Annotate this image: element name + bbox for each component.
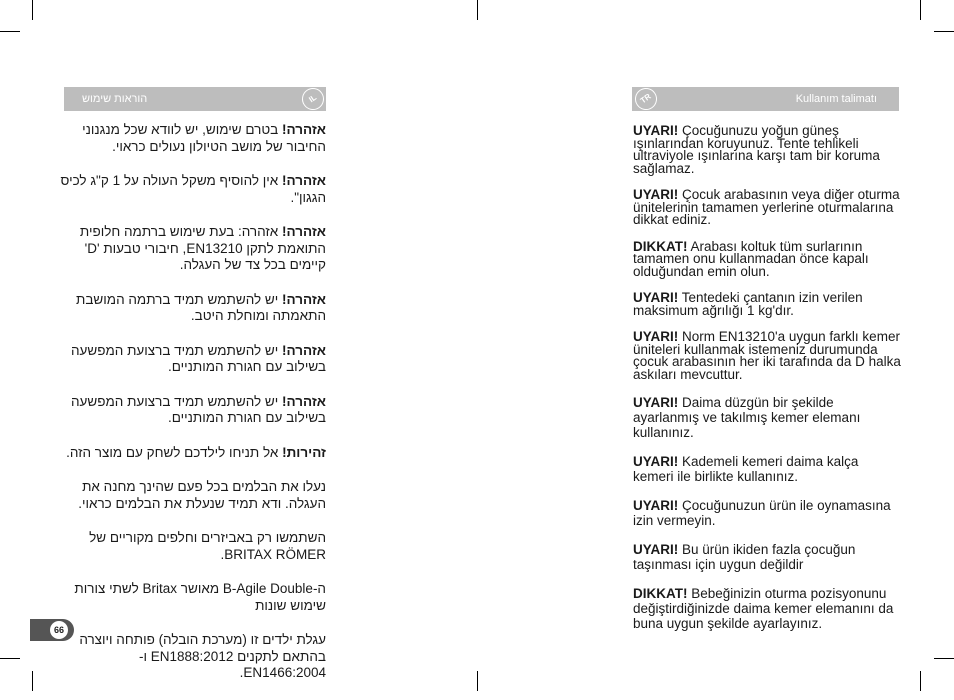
header-title-left: הוראות שימוש <box>82 93 148 105</box>
warning-text: יש להשתמש תמיד ברצועת המפשעה בשילוב עם חגורת המותניים. <box>71 393 326 425</box>
warning-label: UYARI! <box>633 329 679 344</box>
page-header-left <box>64 87 326 111</box>
warning-label: UYARI! <box>633 187 679 202</box>
warning-paragraph <box>633 189 901 227</box>
warning-paragraph <box>633 125 901 175</box>
info-text: נעלו את הבלמים בכל פעם שהינך מחנה את העגלה. ודא תמיד שנעלת את הבלמים כראוי. <box>78 479 326 511</box>
warning-label: אזהרה! <box>282 224 326 239</box>
warning-label: אזהרה! <box>282 173 326 188</box>
warning-paragraph <box>633 454 901 484</box>
crop-mark <box>32 0 33 20</box>
warning-paragraph <box>60 122 326 155</box>
caution-paragraph <box>633 586 901 631</box>
caution-paragraph <box>633 238 901 279</box>
warning-text: יש להשתמש תמיד ברתמה המושבת התאמתה ומוחלת היטב. <box>76 291 326 323</box>
info-text: עגלת ילדים זו (מערכת הובלה) פותחה ויוצרה בהתאם לתקנים EN1888:2012 ו-EN1466:2004. <box>79 632 326 680</box>
warning-label: אזהרה! <box>282 122 326 137</box>
warning-text: Bu ürün ikiden fazla çocuğun taşınması için uygun değildir <box>633 542 856 572</box>
header-title-right: Kullanım talimatı <box>795 93 877 105</box>
turkish-column <box>633 125 901 645</box>
info-paragraph <box>60 530 326 563</box>
page-number: 66 <box>50 621 68 639</box>
crop-mark <box>934 658 954 659</box>
caution-label: זהירות! <box>282 444 326 460</box>
hebrew-column <box>60 122 326 700</box>
warning-paragraph <box>633 498 901 528</box>
warning-text: אין להוסיף משקל העולה על 1 ק"ג לכיס הגגון". <box>60 173 326 205</box>
warning-text: Kademeli kemeri daima kalça kemeri ile birlikte kullanınız. <box>633 454 859 484</box>
warning-paragraph <box>633 331 901 381</box>
warning-label: אזהרה! <box>282 393 326 409</box>
warning-label: אזהרה! <box>282 342 326 358</box>
lang-badge-tr: TR <box>631 84 662 115</box>
warning-text: Norm EN13210'a uygun farklı kemer üniteleri kullanmak istemeniz durumunda çocuk arabasının her iki tarafında da D halka askıları mevcuttur. <box>633 329 901 382</box>
info-paragraph <box>60 479 326 512</box>
warning-paragraph <box>633 292 901 317</box>
warning-label: UYARI! <box>633 123 679 138</box>
caution-text: אל תניחו לילדכם לשחק עם מוצר הזה. <box>66 444 283 460</box>
info-paragraph <box>60 581 326 614</box>
warning-paragraph <box>60 292 326 325</box>
caution-text: Bebeğinizin oturma pozisyonunu değiştirdiğinizde daima kemer elemanını da buna uygun şekilde ayarlayınız. <box>633 586 894 631</box>
warning-paragraph <box>60 343 326 376</box>
crop-mark <box>920 0 921 20</box>
crop-mark <box>0 31 20 32</box>
caution-label: DIKKAT! <box>633 586 688 601</box>
crop-mark <box>0 658 20 659</box>
lang-badge-il: IL <box>298 84 329 115</box>
warning-paragraph <box>633 542 901 572</box>
crop-mark <box>934 31 954 32</box>
warning-text: Çocuk arabasının veya diğer oturma ünitelerinin tamamen yerlerine oturmalarına dikkat ediniz. <box>633 187 900 227</box>
warning-label: UYARI! <box>633 498 679 513</box>
info-text: ה-B-Agile Double מאושר Britax לשתי צורות שימוש שונות <box>74 581 326 613</box>
caution-label: DIKKAT! <box>633 238 688 254</box>
warning-text: יש להשתמש תמיד ברצועת המפשעה בשילוב עם חגורת המותניים. <box>71 342 326 374</box>
warning-label: UYARI! <box>633 290 679 305</box>
crop-mark <box>920 671 921 691</box>
info-text: השתמשו רק באביזרים וחלפים מקוריים של BRITAX RÖMER. <box>89 530 326 562</box>
warning-text: Daima düzgün bir şekilde ayarlanmış ve takılmış kemer elemanı kullanınız. <box>633 395 861 440</box>
warning-label: UYARI! <box>633 542 679 557</box>
warning-label: אזהרה! <box>282 291 326 307</box>
warning-text: Tentedeki çantanın izin verilen maksimum ağrılığı 1 kg'dır. <box>633 290 863 318</box>
crop-mark <box>32 671 33 691</box>
warning-paragraph <box>60 224 326 274</box>
warning-paragraph <box>60 173 326 206</box>
warning-label: UYARI! <box>633 395 679 410</box>
page-header-right <box>632 87 899 111</box>
warning-text: Çocuğunuzun ürün ile oynamasına izin vermeyin. <box>633 498 891 528</box>
caution-text: Arabası koltuk tüm surlarının tamamen onu kullanmadan önce kapalı olduğundan emin olun. <box>633 238 869 279</box>
crop-mark <box>477 0 478 20</box>
info-paragraph <box>60 632 326 682</box>
warning-paragraph <box>60 394 326 427</box>
caution-paragraph <box>60 445 326 462</box>
warning-text: בטרם שימוש, יש לוודא שכל מנגנוני החיבור של מושב הטיולון נעולים כראוי. <box>82 122 326 154</box>
warning-text: אזהרה: בעת שימוש ברתמה חלופית התואמת לתקן EN13210, חיבורי טבעות 'D' קיימים בכל צד של העגלה. <box>79 224 326 272</box>
warning-paragraph <box>633 395 901 440</box>
crop-mark <box>477 671 478 691</box>
page-number-tab <box>30 619 74 641</box>
warning-label: UYARI! <box>633 454 679 469</box>
warning-text: Çocuğunuzu yoğun güneş ışınlarından koruyunuz. Tente tehlikeli ultraviyole ışınlarına karşı tam bir koruma sağlamaz. <box>633 123 880 176</box>
